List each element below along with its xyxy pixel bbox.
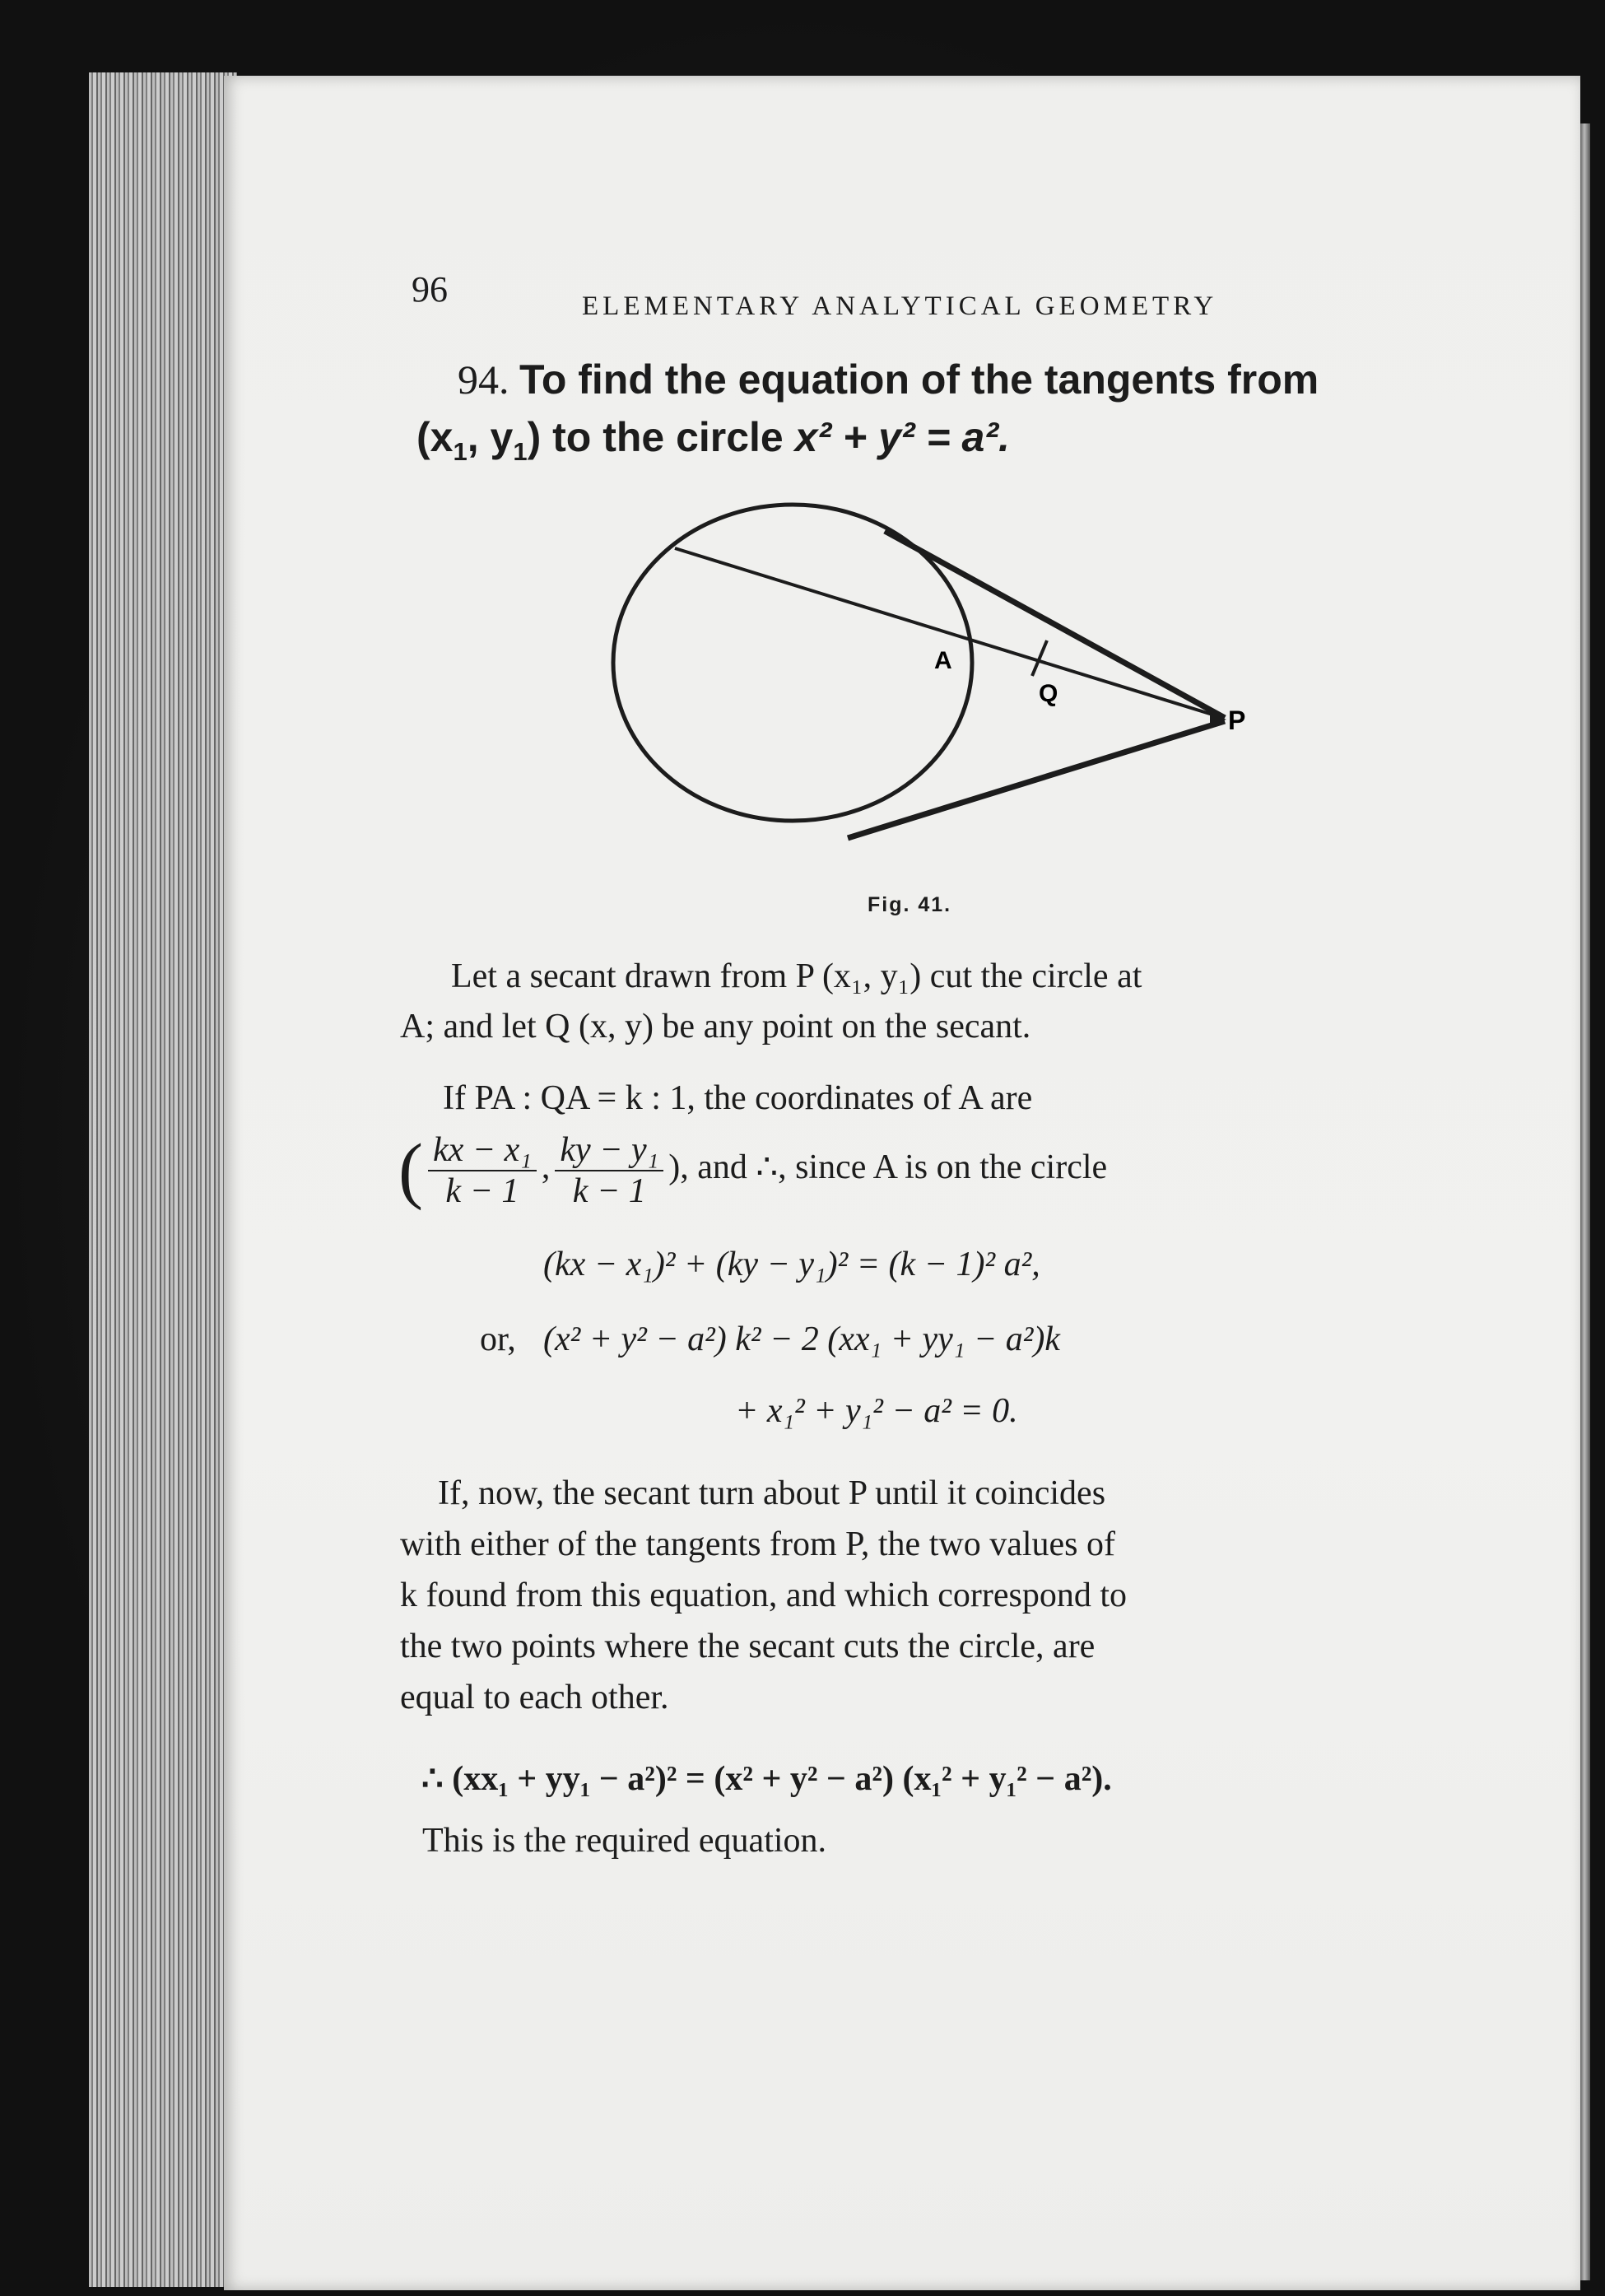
circle-equation-heading: x² + y² = a². bbox=[794, 414, 1010, 460]
para3-line5: equal to each other. bbox=[400, 1679, 669, 1716]
tangent-lower bbox=[848, 721, 1225, 838]
para3-line2: with either of the tangents from P, the two values of bbox=[400, 1525, 1115, 1563]
para2-line1: If PA : QA = k : 1, the coordinates of A are bbox=[443, 1079, 1033, 1117]
section-heading-line2: ($x_1$, $y_1$) to the circle x² + y² = a². bbox=[416, 414, 1010, 466]
coordinates-fraction-line: ( $\frac{\text{kx − x₁}}{k - 1}$ , $\frac{\text{ky − y₁}}{k - 1}$ ), and ∴, since A is on the circle bbox=[398, 1129, 1108, 1211]
para3-line1: If, now, the secant turn about P until it coincides bbox=[438, 1474, 1106, 1512]
label-p: P bbox=[1228, 706, 1246, 735]
section-number: 94. bbox=[458, 356, 509, 403]
after-fraction-text: ), and ∴, since A is on the circle bbox=[668, 1148, 1108, 1187]
equation-2: (x² + y² − a²) k² − 2 (xx₁ + yy₁ − a²)k bbox=[543, 1320, 1060, 1358]
fraction-x: $\frac{\text{kx − x₁}}{k - 1}$ bbox=[428, 1130, 537, 1211]
open-paren: ( bbox=[398, 1129, 423, 1211]
label-a: A bbox=[934, 647, 952, 674]
figure-41 bbox=[0, 0, 1605, 938]
or-label: or, bbox=[480, 1320, 516, 1358]
para1-line2: A; and let Q (x, y) be any point on the secant. bbox=[400, 1008, 1031, 1046]
closing-sentence: This is the required equation. bbox=[422, 1822, 827, 1860]
secant-line bbox=[675, 548, 1223, 718]
para3-line4: the two points where the secant cuts the circle, are bbox=[400, 1628, 1096, 1665]
equation-1: (kx − x₁)² + (ky − y₁)² = (k − 1)² a², bbox=[543, 1246, 1040, 1283]
result-equation: ∴ (xx₁ + yy₁ − a²)² = (x² + y² − a²) (x₁² + y₁² − a²). bbox=[421, 1760, 1112, 1798]
page-number: 96 bbox=[412, 269, 448, 310]
para3-line3: k found from this equation, and which correspond to bbox=[400, 1576, 1127, 1614]
fraction-y: $\frac{\text{ky − y₁}}{k - 1}$ bbox=[555, 1130, 663, 1211]
running-head: ELEMENTARY ANALYTICAL GEOMETRY bbox=[582, 291, 1218, 321]
label-q: Q bbox=[1039, 680, 1058, 707]
para1-line1: Let a secant drawn from P (x₁, y₁) cut the circle at bbox=[451, 957, 1142, 995]
section-title-line1: To find the equation of the tangents from bbox=[519, 356, 1319, 403]
equation-3: + x₁² + y₁² − a² = 0. bbox=[735, 1392, 1018, 1430]
figure-caption: Fig. 41. bbox=[868, 893, 952, 916]
